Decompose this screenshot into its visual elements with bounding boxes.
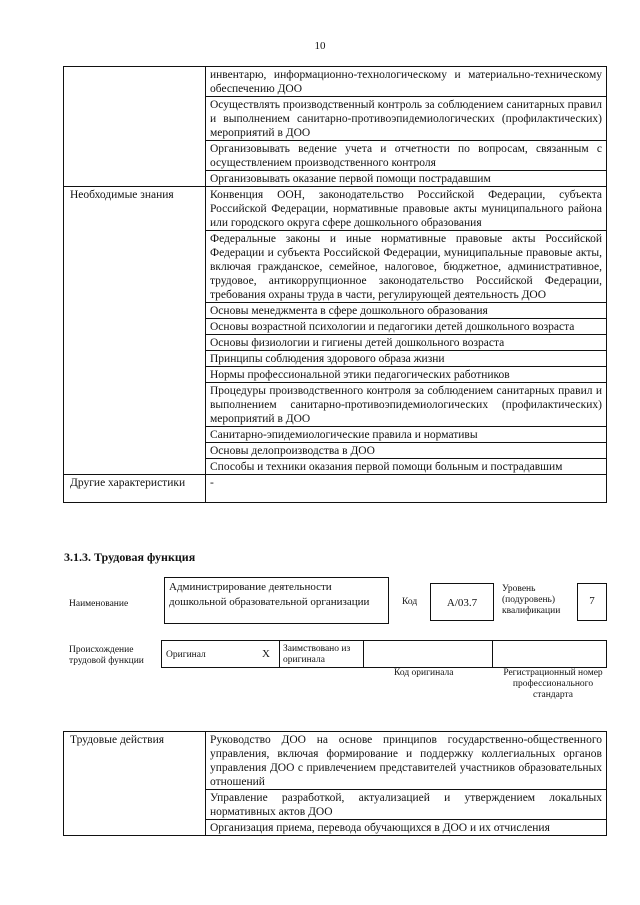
table-cell: Способы и техники оказания первой помощи больным и пострадавшим (206, 459, 607, 475)
table-cell: Нормы профессиональной этики педагогических работников (206, 367, 607, 383)
table-cell: Руководство ДОО на основе принципов государственно-общественного управления, включая формирование и поддержку коллегиальных органов управления ДОО с привлечением представителей участников образовательных отношений (206, 732, 607, 790)
divider (279, 641, 280, 667)
name-label: Наименование (69, 599, 129, 609)
table-cell: Федеральные законы и иные нормативные правовые акты Российской Федерации и субъекта Российской Федерации, муниципальные правовые акты, включая гражданское, семейное, налоговое, бюджетное, административное, трудовое, антикоррупционное законодательство Российской Федерации, требования охраны труда в части, регулирующей деятельность ДОО (206, 231, 607, 303)
row-label-other: Другие характеристики (64, 475, 206, 503)
table-cell: инвентарю, информационно-технологическому и материально-техническому обеспечению ДОО (206, 67, 607, 97)
table-cell: Процедуры производственного контроля за соблюдением санитарных правил и выполнением санитарно-противоэпидемиологических (профилактических) мероприятий в ДОО (206, 383, 607, 427)
table-row (64, 732, 607, 790)
labor-actions-table (63, 731, 607, 836)
table-cell: Принципы соблюдения здорового образа жизни (206, 351, 607, 367)
origin-row (161, 640, 607, 668)
code-label: Код (402, 597, 418, 607)
table-cell: Санитарно-эпидемиологические правила и нормативы (206, 427, 607, 443)
table-cell: Основы возрастной психологии и педагогики детей дошкольного возраста (206, 319, 607, 335)
divider (363, 641, 364, 667)
code-box: А/03.7 (430, 583, 494, 621)
section-title: 3.1.3. Трудовая функция (64, 550, 196, 564)
table-cell: Организация приема, перевода обучающихся в ДОО и их отчисления (206, 820, 607, 836)
knowledge-table (63, 66, 607, 503)
row-label-actions: Трудовые действия (64, 732, 206, 836)
row-label-knowledge: Необходимые знания (64, 187, 206, 475)
divider (492, 641, 493, 667)
code-original-caption: Код оригинала (394, 668, 454, 678)
table-cell: Управление разработкой, актуализацией и утверждением локальных нормативных актов ДОО (206, 790, 607, 820)
table-cell: Организовывать ведение учета и отчетности по вопросам, связанным с осуществлением производственного контроля (206, 141, 607, 171)
table-cell: Основы физиологии и гигиены детей дошкольного возраста (206, 335, 607, 351)
table-cell: Конвенция ООН, законодательство Российской Федерации, субъекта Российской Федерации, нормативные правовые акты муниципального района или городского округа сфере дошкольного образования (206, 187, 607, 231)
table-cell: Основы делопроизводства в ДОО (206, 443, 607, 459)
table-row (64, 67, 607, 97)
row-label (64, 67, 206, 187)
table-cell: Основы менеджмента в сфере дошкольного образования (206, 303, 607, 319)
origin-label: Происхождение трудовой функции (69, 645, 144, 666)
table-cell: Осуществлять производственный контроль за соблюдением санитарных правил и выполнением санитарно-противоэпидемиологических (профилактических) мероприятий в ДОО (206, 97, 607, 141)
original-label: Оригинал (166, 650, 206, 660)
table-cell: Организовывать оказание первой помощи пострадавшим (206, 171, 607, 187)
level-label: Уровень (подуровень) квалификации (502, 584, 561, 616)
reg-number-caption: Регистрационный номер профессионального стандарта (503, 668, 603, 700)
level-box: 7 (577, 583, 607, 621)
table-row (64, 187, 607, 231)
table-cell: - (206, 475, 607, 503)
borrowed-label: Заимствовано из оригинала (283, 644, 351, 665)
original-mark: X (262, 648, 270, 660)
page-number: 10 (314, 40, 326, 52)
table-row (64, 475, 607, 503)
function-name-box: Администрирование деятельности дошкольной образовательной организации (164, 577, 389, 624)
